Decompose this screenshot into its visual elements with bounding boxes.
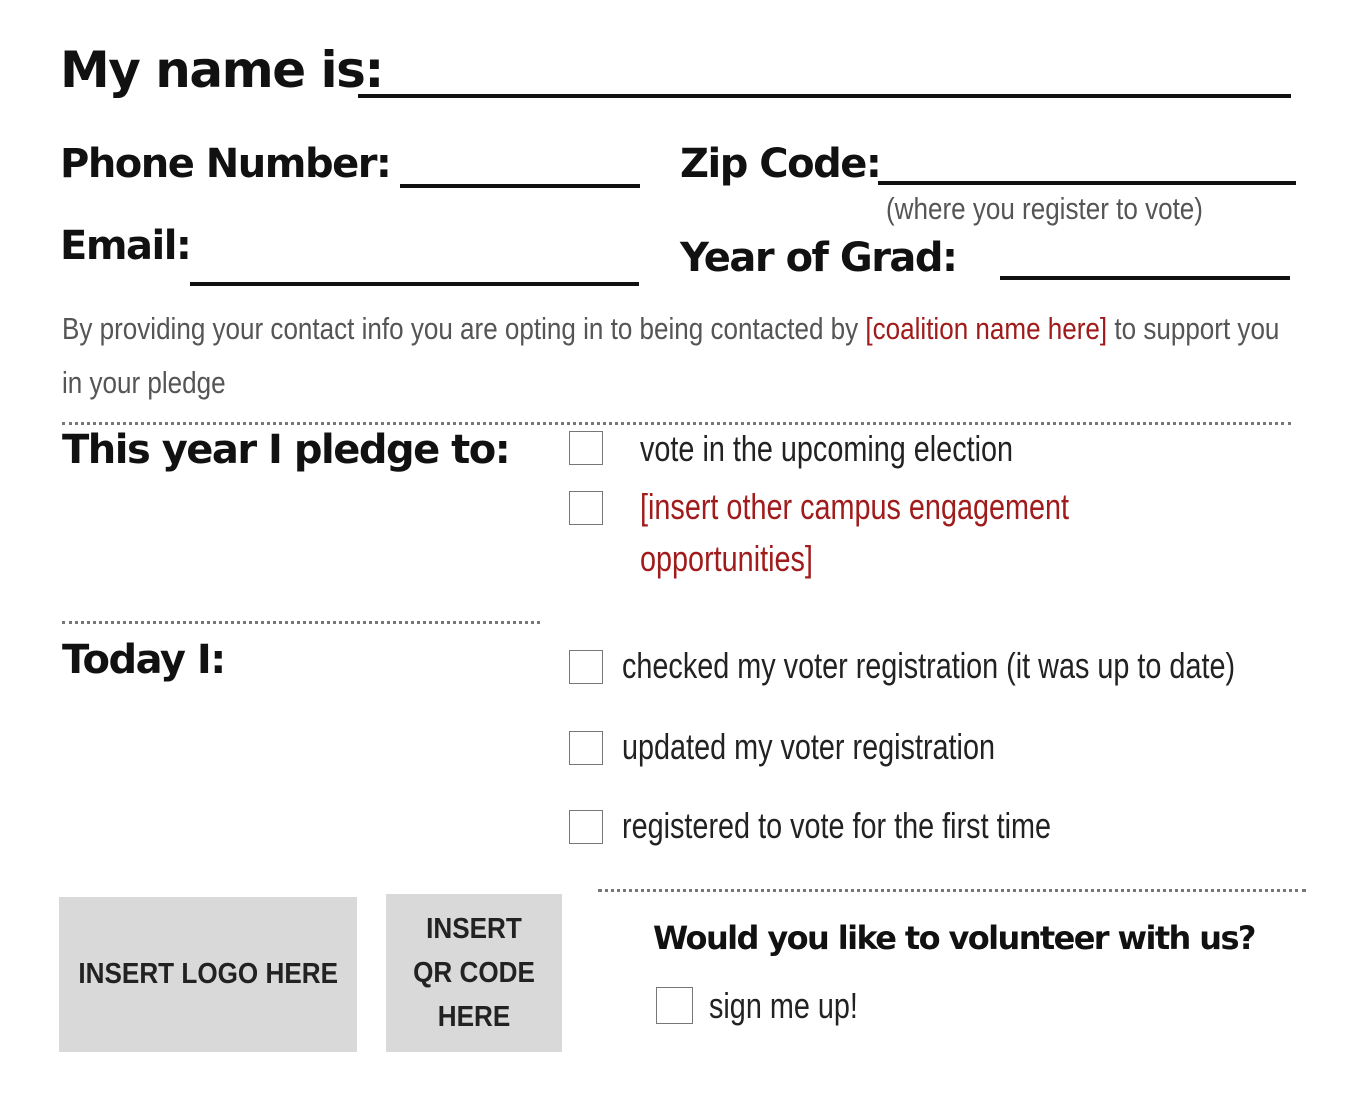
pledge-vote-checkbox[interactable]: [569, 431, 603, 465]
coalition-name-placeholder: [coalition name here]: [865, 311, 1108, 346]
grad-field[interactable]: [1000, 276, 1290, 280]
volunteer-question: Would you like to volunteer with us?: [653, 919, 1255, 957]
name-label: My name is:: [60, 41, 383, 99]
pledge-vote-label: vote in the upcoming election: [640, 428, 1014, 469]
disclaimer-text: By providing your contact info you are opting in to being contacted by: [62, 311, 866, 346]
qr-code-placeholder: [386, 894, 562, 1052]
zip-hint: (where you register to vote): [886, 191, 1203, 226]
today-updated-registration-label: updated my voter registration: [622, 726, 995, 767]
today-first-registration-checkbox[interactable]: [569, 810, 603, 844]
zip-field[interactable]: [878, 181, 1296, 185]
today-first-registration-label: registered to vote for the first time: [622, 805, 1051, 846]
volunteer-signup-checkbox[interactable]: [656, 987, 693, 1024]
today-updated-registration-checkbox[interactable]: [569, 731, 603, 765]
today-checked-registration-checkbox[interactable]: [569, 650, 603, 684]
logo-placeholder: [59, 897, 357, 1052]
logo-placeholder-text: INSERT LOGO HERE: [78, 958, 338, 990]
pledge-title: This year I pledge to:: [62, 427, 510, 473]
phone-label: Phone Number:: [60, 141, 391, 187]
phone-field[interactable]: [400, 184, 640, 188]
zip-label: Zip Code:: [680, 141, 881, 187]
grad-label: Year of Grad:: [680, 235, 957, 281]
name-field[interactable]: [358, 94, 1291, 98]
divider: [598, 889, 1306, 892]
qr-code-placeholder-text: INSERT QR CODE HERE: [413, 913, 535, 1033]
pledge-other-label: [insert other campus engagement: [640, 486, 1070, 527]
pledge-other-label-cont: opportunities]: [640, 538, 813, 579]
disclaimer-text-end: to support you in your pledge: [62, 311, 1280, 400]
volunteer-signup-label: sign me up!: [709, 985, 858, 1026]
email-field[interactable]: [190, 282, 639, 286]
email-label: Email:: [60, 223, 191, 269]
divider: [62, 621, 540, 624]
today-title: Today I:: [62, 637, 225, 683]
contact-disclaimer: [62, 302, 1292, 410]
today-checked-registration-label: checked my voter registration (it was up to date): [622, 645, 1236, 686]
pledge-other-checkbox[interactable]: [569, 491, 603, 525]
